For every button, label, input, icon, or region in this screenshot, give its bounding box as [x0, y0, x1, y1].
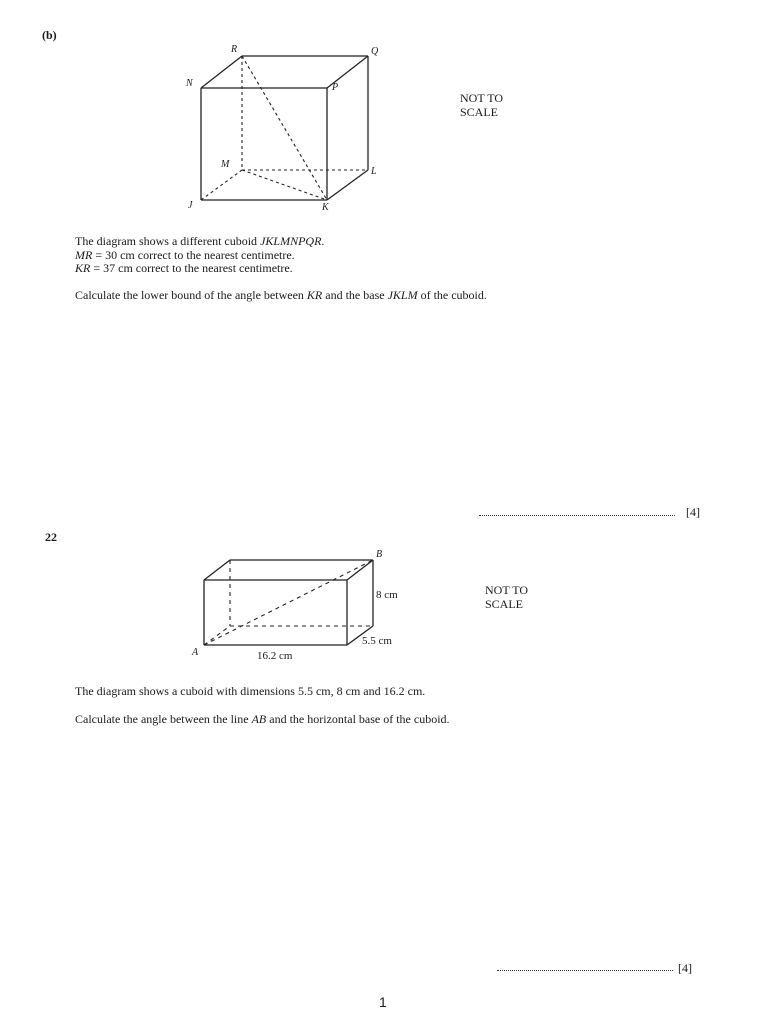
part-b-line3: KR = 37 cm correct to the nearest centimetre.: [75, 261, 293, 275]
part-b-label: (b): [42, 28, 57, 42]
vertex-p: P: [332, 82, 339, 93]
not-to-scale-b: NOT TO SCALE: [460, 91, 504, 119]
diagonal-mk: [242, 170, 327, 200]
dimension-length: 16.2 cm: [257, 650, 293, 662]
diagonal-rk: [242, 56, 327, 200]
vertex-k: K: [322, 202, 329, 213]
vertex-b: B: [376, 549, 383, 560]
part-b-description: [75, 235, 324, 276]
edge-hidden-left-bottom: [204, 626, 230, 645]
answer-line-b[interactable]: [479, 515, 675, 516]
marks-22: [4]: [678, 961, 692, 975]
vertex-a: A: [192, 647, 199, 658]
part-b-line2: MR = 30 cm correct to the nearest centimetre.: [75, 247, 295, 262]
vertex-q: Q: [371, 46, 379, 57]
vertex-n: N: [186, 78, 193, 89]
question-22-description: The diagram shows a cuboid with dimensions 5.5 cm, 8 cm and 16.2 cm.: [75, 684, 426, 698]
marks-b: [4]: [686, 505, 700, 519]
edge-top-right: [347, 560, 373, 580]
vertex-m: M: [221, 159, 230, 170]
edge-nr: [201, 56, 242, 88]
part-b-line1: The diagram shows a different cuboid JKLMNPQR.: [75, 234, 325, 248]
edge-jm-hidden: [201, 170, 242, 200]
answer-line-22[interactable]: [497, 970, 673, 971]
vertex-r: R: [231, 44, 238, 55]
edge-kl: [327, 170, 368, 200]
vertex-j: J: [188, 200, 193, 211]
not-to-scale-22: NOT TO SCALE: [485, 583, 529, 611]
dimension-depth: 5.5 cm: [362, 635, 392, 647]
page-number: 1: [379, 994, 387, 1010]
dimension-height: 8 cm: [376, 589, 398, 601]
cuboid-diagram-22: [195, 549, 383, 660]
cuboid-diagram-b: [180, 40, 400, 220]
edge-top-left: [204, 560, 230, 580]
question-22-question: Calculate the angle between the line AB and the horizontal base of the cuboid.: [75, 712, 450, 726]
part-b-question: Calculate the lower bound of the angle between KR and the base JKLM of the cuboid.: [75, 288, 487, 302]
vertex-l: L: [371, 166, 377, 177]
question-22-number: 22: [45, 530, 57, 544]
